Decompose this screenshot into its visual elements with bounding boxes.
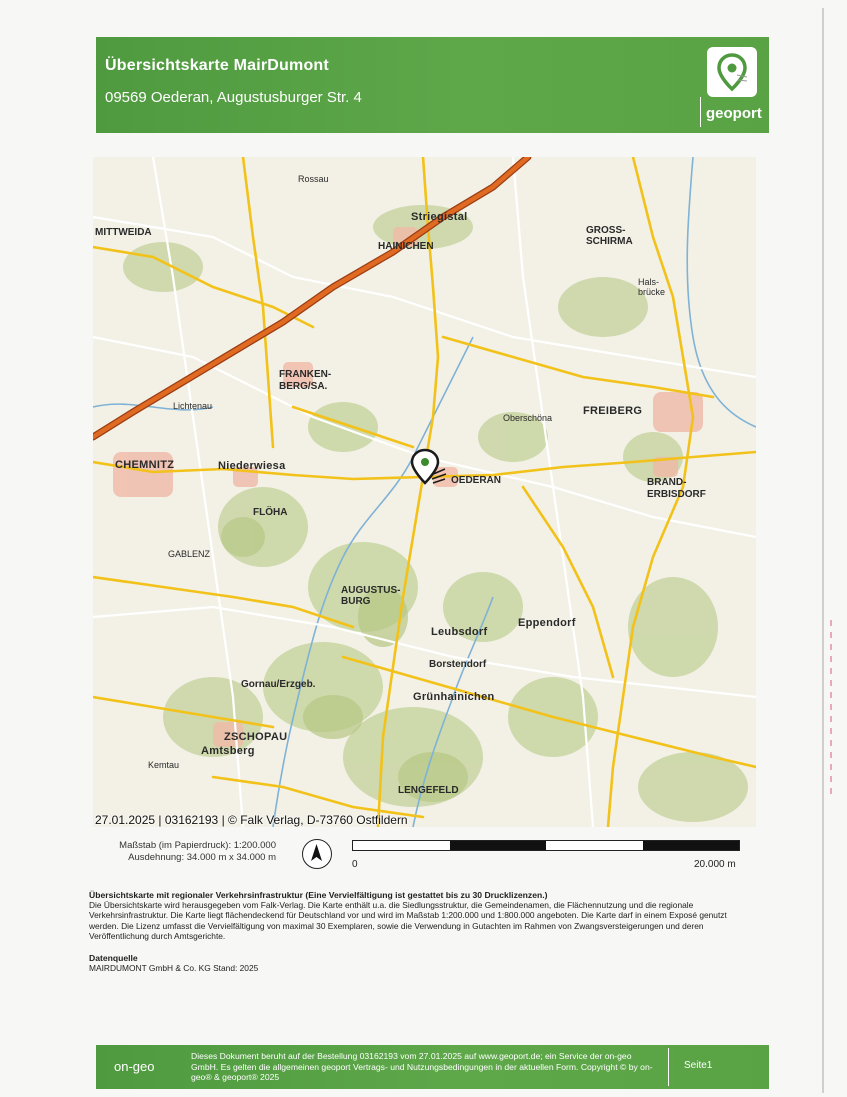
map-label-gross-schirma: GROSS-SCHIRMA bbox=[586, 225, 633, 247]
map-label-oberschoena: Oberschöna bbox=[503, 413, 553, 423]
map-label-niederwiesa: Niederwiesa bbox=[218, 460, 286, 472]
map-label-gablenz: GABLENZ bbox=[168, 549, 211, 559]
map-pin-icon bbox=[707, 47, 757, 97]
north-arrow-icon bbox=[302, 839, 332, 869]
map-label-kemtau: Kemtau bbox=[148, 760, 180, 770]
map-label-hainichen: HAINICHEN bbox=[378, 241, 434, 252]
map-label-zschopau: ZSCHOPAU bbox=[224, 731, 288, 743]
scale-bar bbox=[352, 840, 740, 851]
map-label-gruenhainichen: Grünhainichen bbox=[413, 691, 495, 703]
map-label-freiberg: FREIBERG bbox=[583, 405, 643, 417]
map-label-chemnitz: CHEMNITZ bbox=[115, 459, 175, 471]
property-address: 09569 Oederan, Augustusburger Str. 4 bbox=[105, 89, 362, 106]
footer-banner bbox=[96, 1045, 769, 1089]
map-label-lengefeld: LENGEFELD bbox=[398, 785, 459, 796]
logo-divider bbox=[700, 97, 701, 127]
map-label-striegistal: Striegistal bbox=[411, 211, 468, 223]
page-edge bbox=[822, 8, 824, 1093]
map-label-oederan: OEDERAN bbox=[451, 475, 502, 486]
map-label-frankenberg: FRANKEN-BERG/SA. bbox=[279, 369, 332, 392]
header-banner bbox=[96, 37, 769, 133]
map-label-leubsdorf: Leubsdorf bbox=[431, 626, 488, 638]
map-label-lichtenau: Lichtenau bbox=[173, 401, 213, 411]
map-label-eppendorf: Eppendorf bbox=[518, 617, 576, 629]
map-label-augustusburg: AUGUSTUS-BURG bbox=[341, 585, 401, 607]
page-edge-mark bbox=[830, 620, 832, 800]
logo-text: geoport bbox=[706, 105, 762, 122]
overview-map bbox=[93, 157, 756, 827]
source-text: MAIRDUMONT GmbH & Co. KG Stand: 2025 bbox=[89, 963, 259, 973]
description-title: Übersichtskarte mit regionaler Verkehrsinfrastruktur (Eine Vervielfältigung ist gestattet bis zu 30 Drucklizenzen.) bbox=[89, 890, 548, 900]
scale-paper-label: Maßstab (im Papierdruck): 1:200.000 bbox=[119, 840, 276, 851]
scale-end: 20.000 m bbox=[694, 859, 736, 870]
description-body: Die Übersichtskarte wird herausgegeben vom Falk-Verlag. Die Karte enthält u.a. die Siedlungsstruktur, die Gemeindenamen, die Flächennutzung und die regionale Verkehrsinfrastruktur. Die Karte liegt flächendeckend für Deutschland vor und wird im Maßstab 1:200.000 und 1:800.000 angeboten. Die Karte darf in einem Exposé genutzt werden. Die Lizenz umfasst die Vervielfältigung von maximal 30 Exemplaren, sowie die Verwendung in Gutachten im Rahmen von Zwangsversteigerungen und deren Veröffentlichung durch Amtsgerichte. bbox=[89, 900, 727, 941]
map-label-amtsberg: Amtsberg bbox=[201, 745, 255, 757]
footer-brand: on-geo bbox=[114, 1059, 155, 1074]
map-label-brand-erbisdorf: BRAND-ERBISDORF bbox=[647, 477, 706, 500]
map-label-mittweida: MITTWEIDA bbox=[95, 227, 152, 238]
page-title: Übersichtskarte MairDumont bbox=[105, 57, 329, 74]
scale-start: 0 bbox=[352, 859, 358, 870]
page-number: Seite1 bbox=[684, 1060, 713, 1071]
footer-notice: Dieses Dokument beruht auf der Bestellung 03162193 vom 27.01.2025 auf www.geoport.de; ein Service der on-geo GmbH. Es gelten die allgemeinen geoport Vertrags- und Nutzungsbedingungen in der aktuellen Form. Copyright © by on-geo® & geoport® 2025 bbox=[191, 1051, 653, 1082]
map-label-gornau: Gornau/Erzgeb. bbox=[241, 679, 316, 690]
map-label-floeha: FLÖHA bbox=[253, 507, 288, 518]
map-label-rossau: Rossau bbox=[298, 174, 329, 184]
source-title: Datenquelle bbox=[89, 953, 138, 963]
footer-divider bbox=[668, 1048, 669, 1086]
map-label-borstendorf: Borstendorf bbox=[429, 659, 487, 670]
map-label-halsbruecke: Hals-brücke bbox=[638, 277, 666, 297]
map-copyright: 27.01.2025 | 03162193 | © Falk Verlag, D-73760 Ostfildern bbox=[95, 813, 408, 827]
geoport-logo bbox=[707, 47, 757, 97]
map-description bbox=[89, 890, 749, 941]
scale-extent-label: Ausdehnung: 34.000 m x 34.000 m bbox=[128, 852, 276, 863]
